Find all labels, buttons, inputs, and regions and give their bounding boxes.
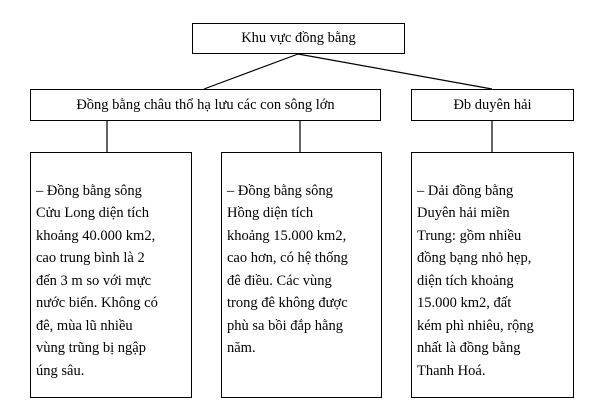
category-node-label: Đồng bằng châu thổ hạ lưu các con sông lớn [76,96,335,113]
connector-root-to-delta [204,54,298,89]
root-node [192,23,405,54]
detail-node-text: – Đồng bằng sông Hồng diện tích khoảng 15.000 km2, cao hơn, có hệ thống đê điều. Các vùng trong đê không được phù sa bồi đắp hằng năm. [227,182,348,356]
category-node-river-delta [30,89,381,121]
detail-node-mekong-delta [30,152,192,398]
connector-root-to-coastal [298,54,492,89]
category-node-coastal-plain [411,89,574,121]
detail-node-text: – Đồng bằng sông Cửu Long diện tích khoảng 40.000 km2, cao trung bình là 2 đến 3 m so với mực nước biển. Không có đê, mùa lũ nhiều vùng trũng bị ngập úng sâu. [36,182,158,379]
root-node-label: Khu vực đồng bằng [241,30,356,46]
category-node-label: Đb duyên hải [453,96,532,113]
detail-node-text: – Dải đồng bằng Duyên hải miền Trung: gồm nhiều đồng bạng nhỏ hẹp, diện tích khoảng 15.000 km2, đất kém phì nhiêu, rộng nhất là đồng bằng Thanh Hoá. [417,182,534,379]
detail-node-central-coastal [411,152,574,398]
detail-node-red-river-delta [221,152,382,398]
